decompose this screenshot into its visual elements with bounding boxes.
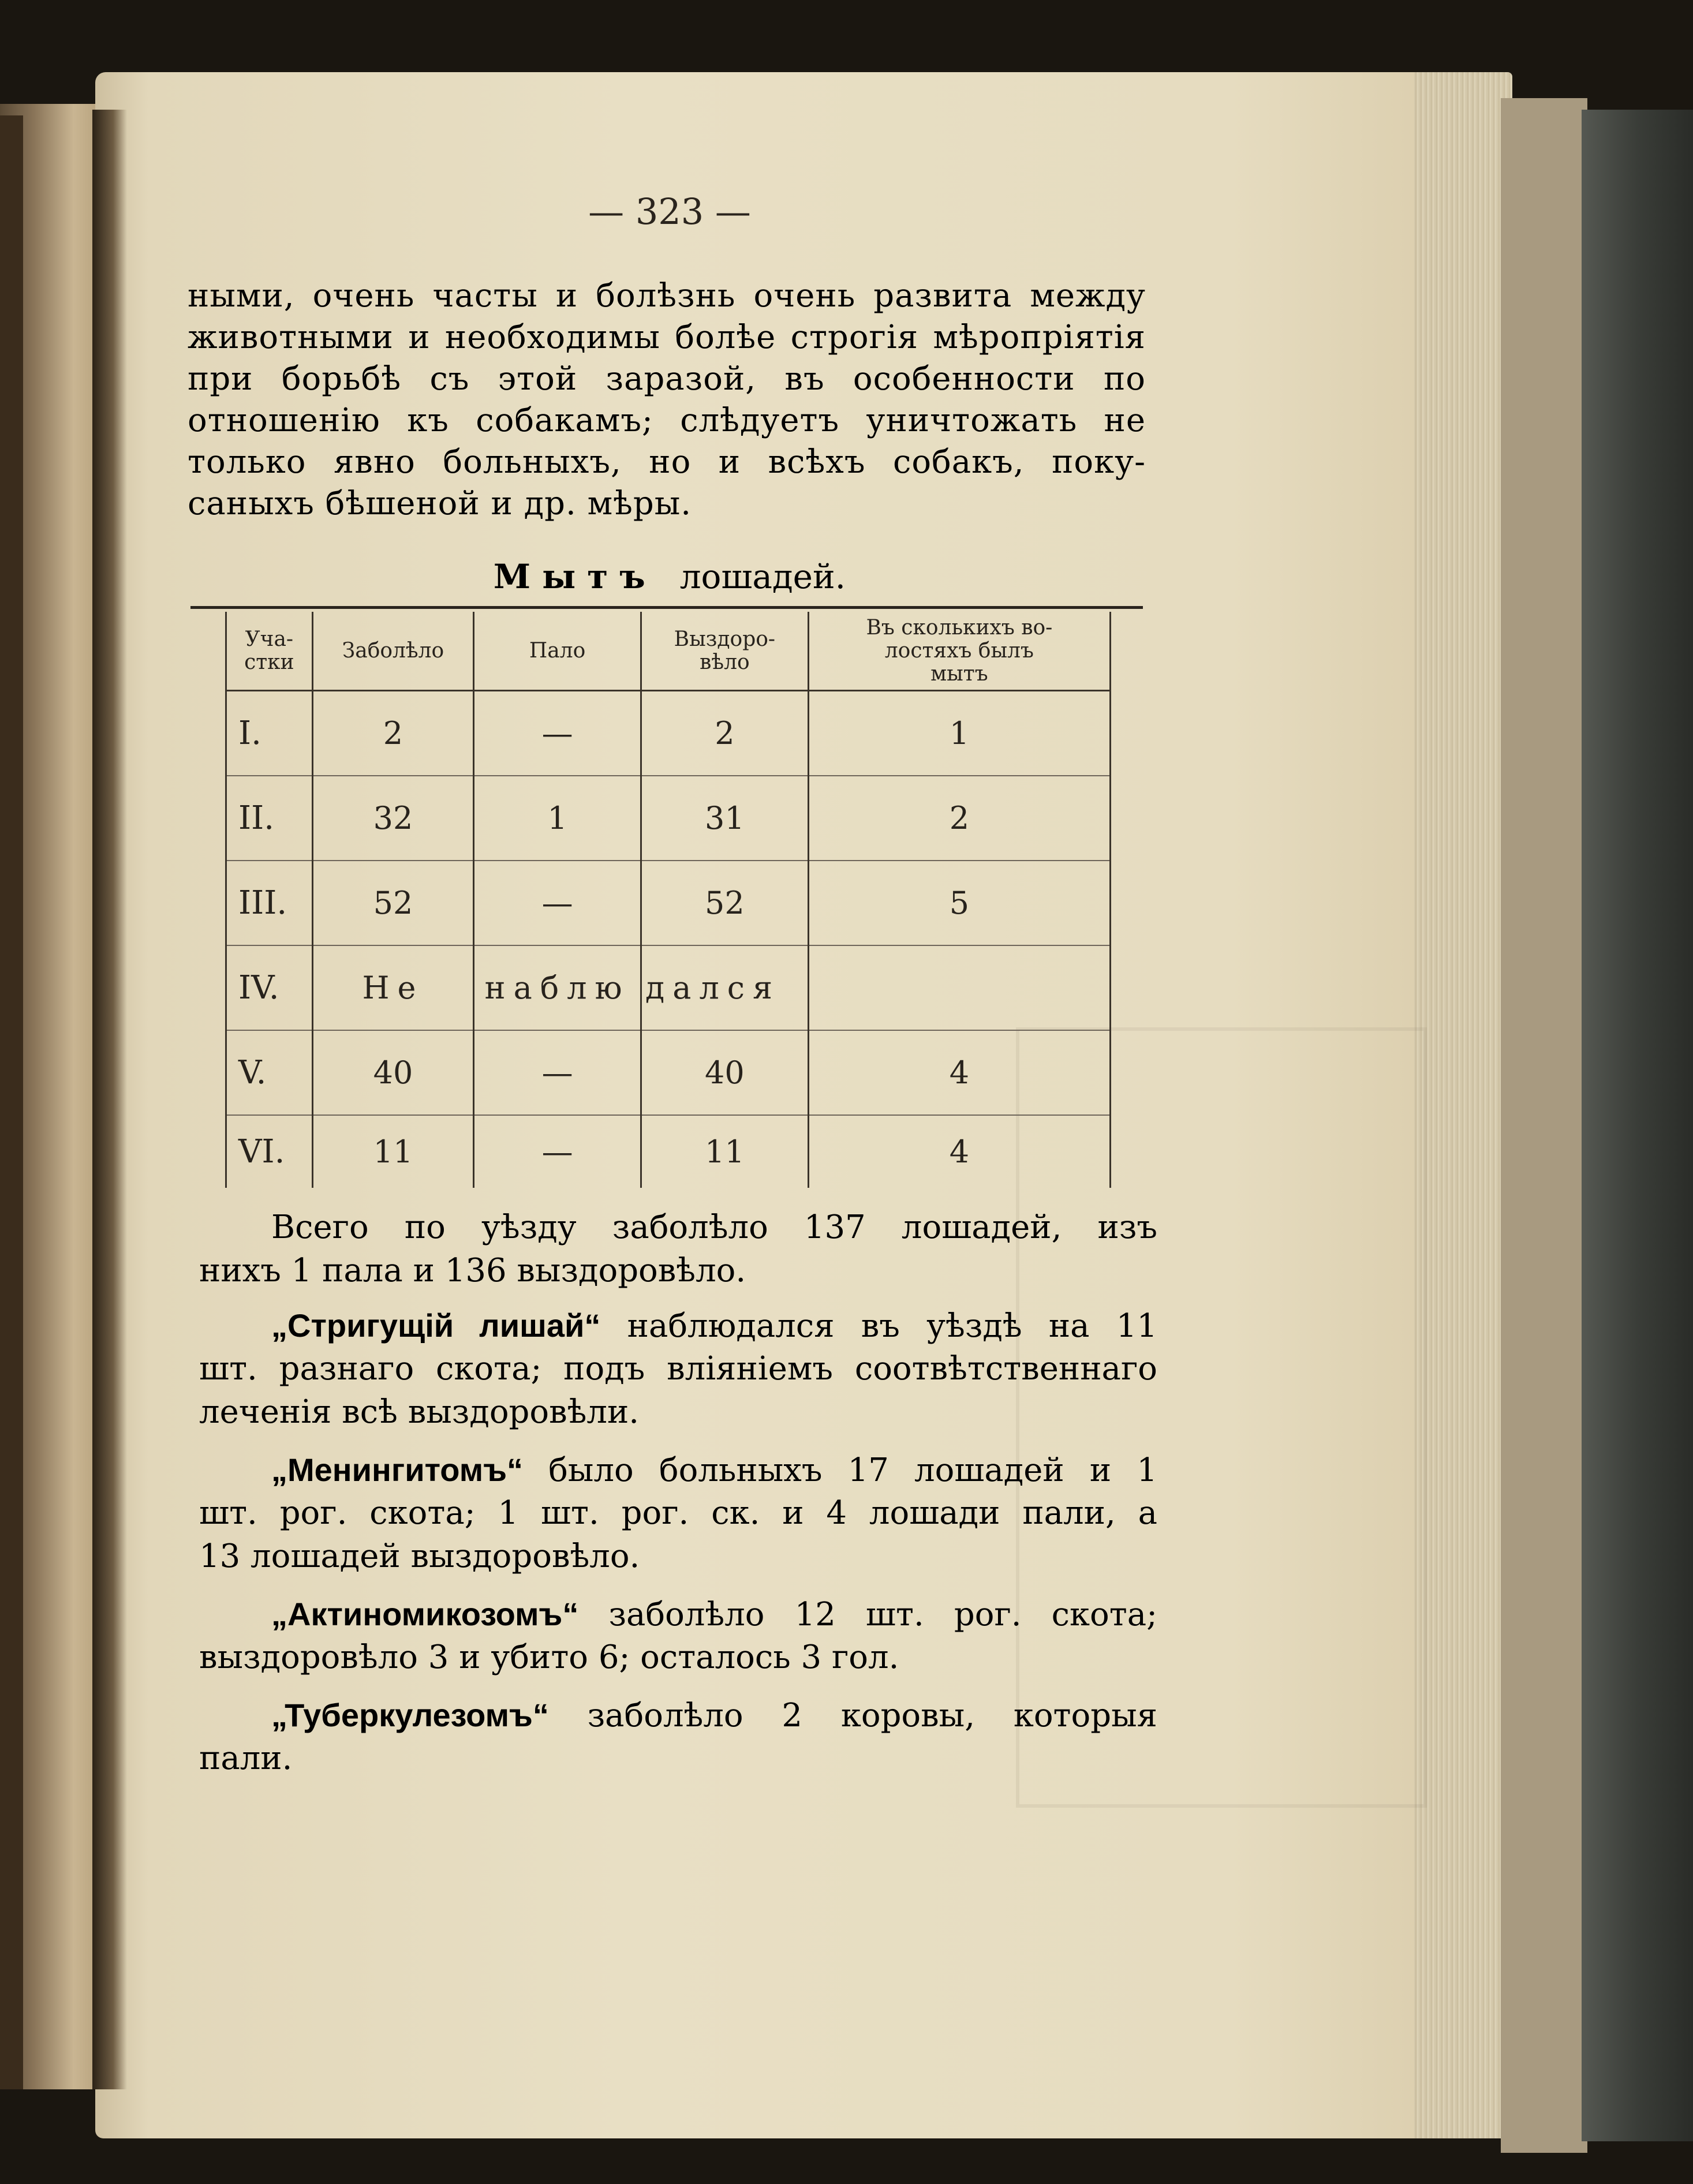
table-row: [226, 691, 1111, 776]
cell-fell-ill: 40: [312, 1030, 473, 1115]
cell-volosts: 2: [808, 776, 1110, 861]
intro-line: отношенію къ собакамъ; слѣдуетъ уничтожать не: [188, 402, 1146, 439]
cell-recovered: 52: [641, 861, 809, 945]
cell-fell-ill: 11: [312, 1115, 473, 1188]
cell-recovered: 31: [641, 776, 809, 861]
header-died: Пало: [474, 612, 641, 691]
cell-volosts: 4: [808, 1030, 1110, 1115]
left-cover: [0, 115, 23, 2089]
paragraph-line: „Актиномикозомъ“ заболѣло 12 шт. рог. скота;: [271, 1596, 1157, 1633]
header-fell-ill: Заболѣло: [312, 612, 473, 691]
cell-volosts: 5: [808, 861, 1110, 945]
cell-recovered: 40: [641, 1030, 809, 1115]
cell-volosts: [808, 945, 1110, 1030]
paragraph-line: „Туберкулезомъ“ заболѣло 2 коровы, которыя: [271, 1697, 1157, 1734]
cell-died: —: [474, 1115, 641, 1188]
cell-section: VI.: [226, 1115, 313, 1188]
term-tuberculosis: „Туберкулезомъ“: [271, 1697, 549, 1733]
table-row: [226, 1030, 1111, 1115]
paragraph-line: 13 лошадей выздоровѣло.: [199, 1538, 640, 1575]
paragraph-line: шт. рог. скота; 1 шт. рог. ск. и 4 лошади пали, а: [199, 1494, 1157, 1532]
cell-died: —: [474, 1030, 641, 1115]
intro-line: животными и необходимы болѣе строгія мѣропріятія: [188, 319, 1146, 356]
table-title-word: Мытъ: [493, 557, 657, 596]
table-title: [0, 557, 1339, 596]
cell-section: IV.: [226, 945, 313, 1030]
term-ringworm: „Стригущій лишай“: [271, 1307, 601, 1344]
cell-not-observed-2: наблю: [474, 945, 641, 1030]
back-cover: [1501, 98, 1587, 2153]
cell-recovered: 11: [641, 1115, 809, 1188]
intro-line: саныхъ бѣшеной и др. мѣры.: [188, 485, 692, 522]
cell-volosts: 4: [808, 1115, 1110, 1188]
intro-line: при борьбѣ съ этой заразой, въ особенности по: [188, 360, 1146, 398]
paragraph-line: пали.: [199, 1740, 293, 1777]
glanders-table: [225, 612, 1111, 1188]
header-volosts: Въ сколькихъ во- лостяхъ былъ мытъ: [808, 612, 1110, 691]
page-number: — 323 —: [588, 190, 751, 233]
paragraph-line: шт. разнаго скота; подъ вліяніемъ соотвѣтственнаго: [199, 1350, 1157, 1388]
table-header-row: [226, 612, 1111, 691]
cell-fell-ill: 32: [312, 776, 473, 861]
cell-section: I.: [226, 691, 313, 776]
header-recovered: Выздоро- вѣло: [641, 612, 809, 691]
term-actinomycosis: „Актиномикозомъ“: [271, 1596, 579, 1632]
cell-died: —: [474, 691, 641, 776]
paragraph-line: леченія всѣ выздоровѣли.: [199, 1393, 640, 1431]
spine-shadow: [92, 110, 127, 2089]
paragraph-line: выздоровѣло 3 и убито 6; осталось 3 гол.: [199, 1639, 899, 1676]
cell-not-observed-1: Не: [312, 945, 473, 1030]
summary-line: Всего по уѣзду заболѣло 137 лошадей, изъ: [271, 1209, 1157, 1246]
table-row: [226, 776, 1111, 861]
header-sections: Уча- стки: [226, 612, 313, 691]
table-row: [226, 1115, 1111, 1188]
paragraph-line: „Менингитомъ“ было больныхъ 17 лошадей и 1: [271, 1452, 1157, 1489]
term-meningitis: „Менингитомъ“: [271, 1452, 524, 1488]
paragraph-line: „Стригущій лишай“ наблюдался въ уѣздѣ на 11: [271, 1307, 1157, 1345]
intro-line: только явно больныхъ, но и всѣхъ собакъ, поку-: [188, 443, 1146, 481]
back-cover-board: [1582, 110, 1693, 2141]
summary-line: нихъ 1 пала и 136 выздоровѣло.: [199, 1252, 746, 1289]
cell-died: —: [474, 861, 641, 945]
table-row: [226, 945, 1111, 1030]
cell-died: 1: [474, 776, 641, 861]
cell-recovered: 2: [641, 691, 809, 776]
cell-fell-ill: 52: [312, 861, 473, 945]
cell-section: III.: [226, 861, 313, 945]
cell-section: V.: [226, 1030, 313, 1115]
cell-volosts: 1: [808, 691, 1110, 776]
cell-not-observed-3: дался: [641, 945, 809, 1030]
table-row: [226, 861, 1111, 945]
cell-fell-ill: 2: [312, 691, 473, 776]
table-top-rule: [190, 606, 1143, 609]
table-title-rest: лошадей.: [679, 557, 846, 596]
cell-section: II.: [226, 776, 313, 861]
page-edges: [1414, 72, 1512, 2138]
intro-line: ными, очень часты и болѣзнь очень развита между: [188, 277, 1146, 315]
